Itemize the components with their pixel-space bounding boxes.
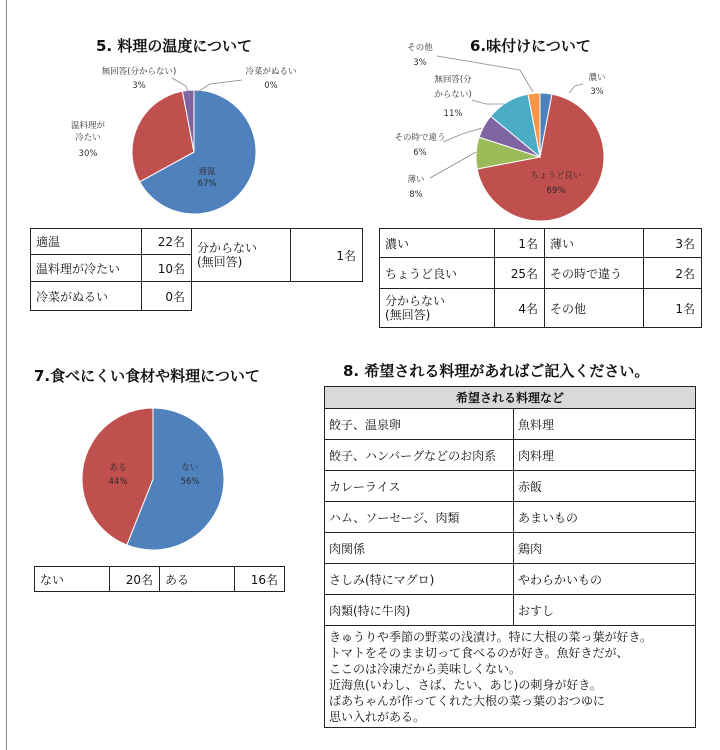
table-cell: 肉類(特に牛肉) [325,595,514,626]
chart6-label-sonotoki-pct: 6% [413,148,427,158]
chart6-label-mukaito: 無回答(分 [434,75,472,85]
table-cell: 22名 [142,229,192,255]
table-cell: やわらかいもの [514,564,696,595]
table-cell: 魚料理 [514,409,696,440]
table-cell: 肉料理 [514,440,696,471]
table-cell: その他 [545,289,644,328]
chart6-label-usui-pct: 8% [409,190,423,200]
chart6-leader-usui [430,152,476,178]
requests-title: 8. 希望される料理があればご記入ください。 [343,362,650,380]
table-cell: 1名 [644,289,702,328]
table-row [325,409,696,440]
chart5-label-lukewarm-pct: 0% [264,81,278,91]
chart6-leader-mukaito [472,100,504,104]
table-cell: その時で違う [545,258,644,289]
note-line: 思い入れがある。 [329,710,426,724]
chart6-label-sonotoki: その時で違う [394,133,446,143]
table-cell: あまいもの [514,502,696,533]
chart6-label-choudo-pct: 69% [546,186,566,196]
chart5-label-tekion: 適温 [198,167,216,177]
table-cell: 濃い [380,229,495,258]
table-cell: 3名 [644,229,702,258]
table-cell: 分からない (無回答) [192,229,291,282]
table-cell: カレーライス [325,471,514,502]
chart7-table [34,566,285,592]
table-cell: ハム、ソーセージ、肉類 [325,502,514,533]
note-line: きゅうりや季節の野菜の浅漬け。特に大根の菜っ葉が好き。 [329,630,653,644]
chart6-leader-sonota [437,56,533,92]
chart6-leader-koi [569,84,583,93]
table-cell: 分からない (無回答) [380,289,495,328]
chart6-leader-sonotoki [443,128,482,142]
table-cell: 冷菜がぬるい [31,282,142,311]
chart6-label-koi: 濃い [588,73,606,83]
chart7-label-nai-pct: 56% [180,477,200,487]
chart5-label-tekion-pct: 67% [197,179,217,189]
table-cell: 4名 [495,289,545,328]
chart6-label-sonota-pct: 3% [413,58,427,68]
table-cell: ある [160,567,235,592]
table-cell: 鶏肉 [514,533,696,564]
table-cell: 薄い [545,229,644,258]
table-row [325,564,696,595]
table-row [325,440,696,471]
chart7-title: 7.食べにくい食材や料理について [34,367,260,385]
table-row [325,471,696,502]
table-cell: 餃子、ハンバーグなどのお肉系 [325,440,514,471]
table-cell: 肉関係 [325,533,514,564]
chart6-label-sonota: その他 [407,43,433,53]
chart5-label-cold-pct: 30% [78,149,98,159]
table-cell: 適温 [31,229,142,255]
table-cell: 25名 [495,258,545,289]
table-cell: 2名 [644,258,702,289]
table-cell: 温料理が冷たい [31,255,142,282]
chart6-label-usui: 薄い [407,175,425,185]
table-cell: ちょうど良い [380,258,495,289]
chart7-label-aru-pct: 44% [108,477,128,487]
chart6-label-mukaito-2: からない) [434,90,472,100]
table-cell: 赤飯 [514,471,696,502]
note-line: ここのは冷凍だから美味しくない。 [329,662,522,676]
table-cell: おすし [514,595,696,626]
table-cell: 餃子、温泉卵 [325,409,514,440]
chart5-label-lukewarm: 冷菜がぬるい [245,67,297,77]
chart5-title: 5. 料理の温度について [96,37,253,55]
chart7-label-nai: ない [181,463,199,473]
table-row [325,533,696,564]
table-cell: 16名 [235,567,285,592]
table-cell: 1名 [291,229,363,282]
requests-notes [325,626,696,728]
chart7-label-aru: ある [109,463,127,473]
table-cell: 0名 [142,282,192,311]
chart6-title: 6.味付けについて [470,37,591,55]
table-cell: さしみ(特にマグロ) [325,564,514,595]
note-line: 近海魚(いわし、さば、たい、あじ)の刺身が好き。 [329,678,602,692]
table-row [325,502,696,533]
chart5-label-noanswer: 無回答(分からない) [101,67,177,77]
table-cell: 20名 [110,567,160,592]
chart5-label-cold: 温料理が [70,121,106,131]
chart5-label-cold-2: 冷たい [75,133,101,143]
requests-header: 希望される料理など [325,387,696,409]
table-cell: ない [35,567,110,592]
chart7-pie [0,0,360,600]
table-cell: 10名 [142,255,192,282]
table-row [325,626,696,728]
chart5-label-noanswer-pct: 3% [132,81,146,91]
chart6-label-choudo: ちょうど良い [530,171,582,181]
chart6-label-koi-pct: 3% [590,87,604,97]
chart6-table [379,228,702,328]
table-cell: 1名 [495,229,545,258]
note-line: ばあちゃんが作ってくれた大根の菜っ葉のおつゆに [329,694,605,708]
note-line: トマトをそのまま切って食べるのが好き。魚好きだが、 [329,646,629,660]
requests-table [324,386,696,728]
chart6-label-mukaito-pct: 11% [443,109,463,119]
table-row [325,595,696,626]
